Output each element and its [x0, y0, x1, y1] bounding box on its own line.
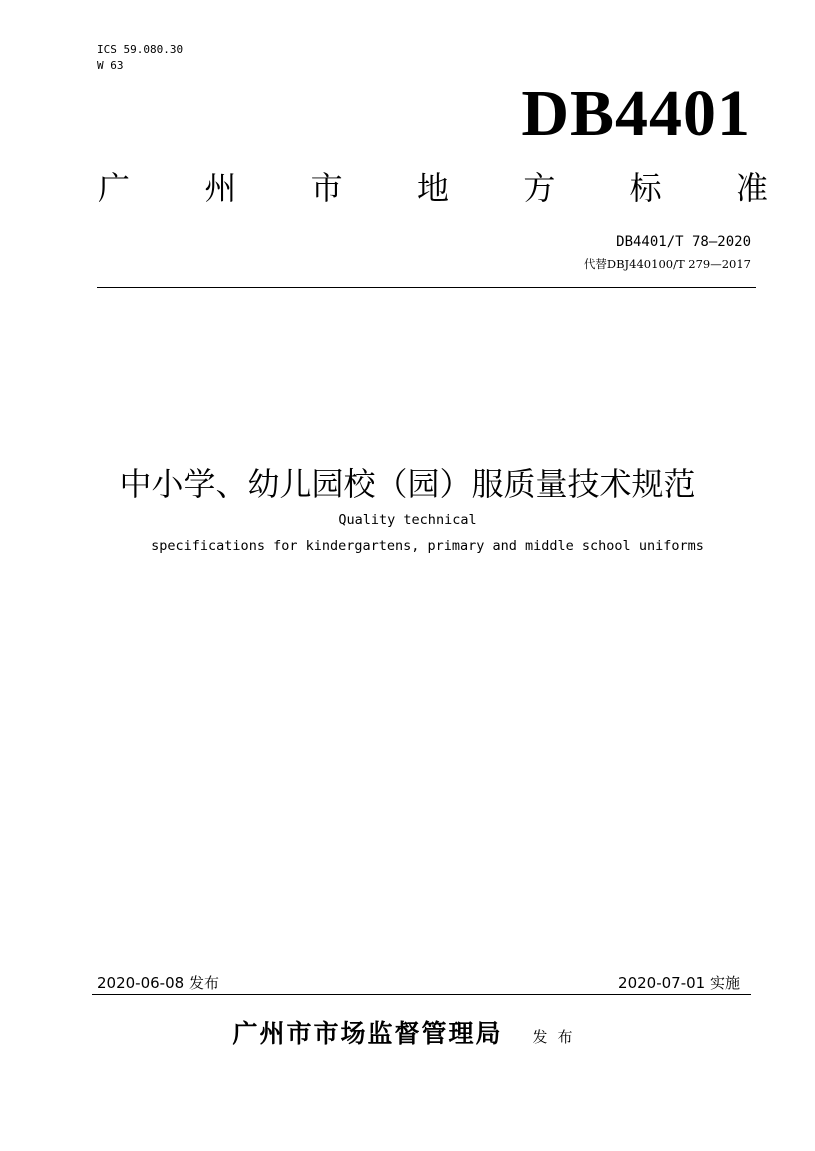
header-divider — [97, 287, 756, 288]
standard-code: DB4401/T 78—2020 — [616, 234, 751, 250]
standard-type-char: 地 — [416, 169, 449, 207]
ccs-code: W 63 — [97, 59, 124, 72]
issue-label: 发布 — [532, 1028, 583, 1046]
standard-type-char: 广 — [98, 169, 131, 207]
issuing-authority: 广州市市场监督管理局 — [232, 1019, 503, 1048]
classification-codes — [97, 42, 183, 74]
standard-type-char: 准 — [735, 169, 768, 207]
document-title-en-line1: Quality technical — [338, 512, 477, 528]
issuer-line — [0, 1014, 815, 1057]
publish-date: 2020-06-08 发布 — [97, 974, 219, 992]
standard-type-char: 标 — [629, 169, 662, 207]
implementation-date: 2020-07-01 实施 — [618, 974, 740, 992]
standard-logo: DB4401 — [521, 77, 751, 150]
ics-code: ICS 59.080.30 — [97, 43, 184, 56]
standard-type-char: 州 — [204, 169, 237, 207]
standard-type-heading — [98, 164, 768, 212]
standard-type-char: 方 — [523, 169, 556, 207]
footer-divider — [92, 994, 751, 995]
replaces-standard: 代替DBJ440100/T 279—2017 — [583, 257, 751, 271]
document-title-en-line2: specifications for kindergartens, primary and middle school uniforms — [151, 538, 704, 554]
standard-type-char: 市 — [310, 169, 343, 207]
document-title-cn: 中小学、幼儿园校（园）服质量技术规范 — [119, 465, 696, 503]
